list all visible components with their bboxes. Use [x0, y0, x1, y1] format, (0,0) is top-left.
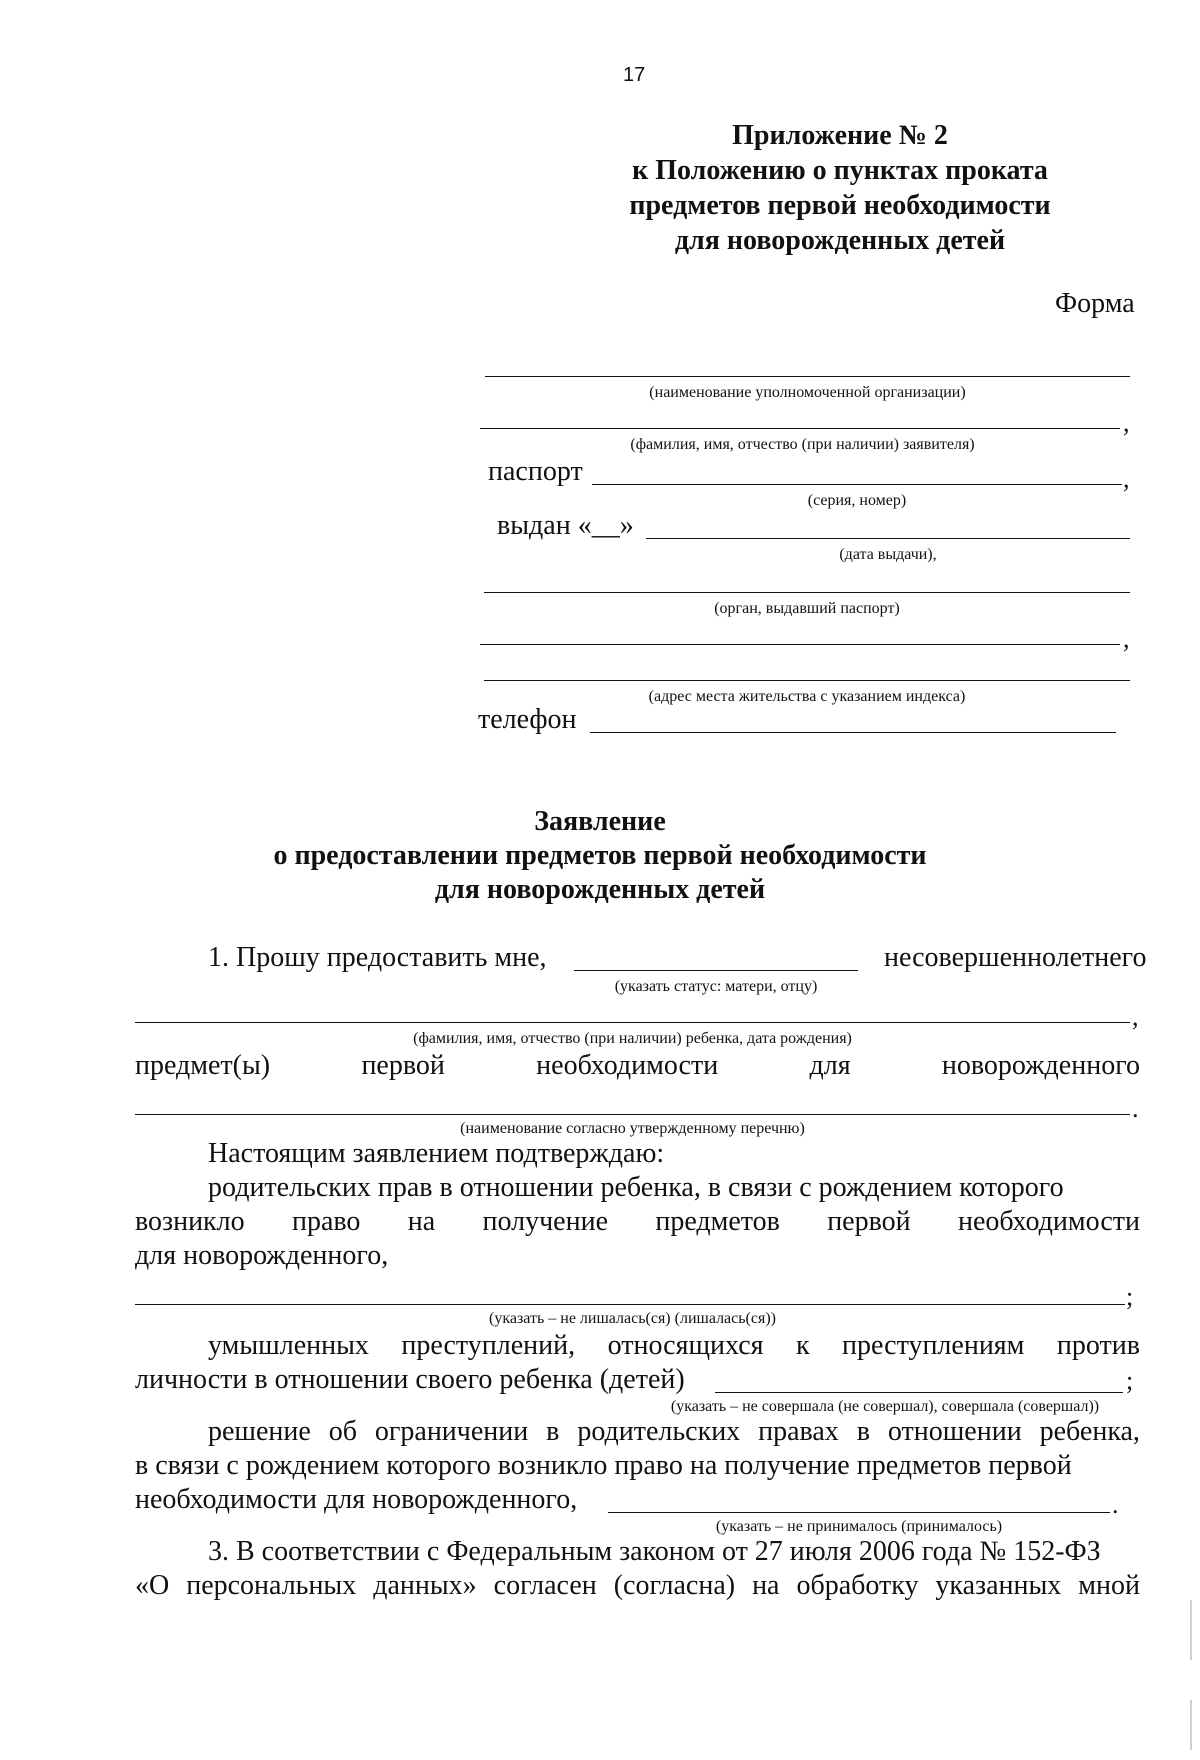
- restrict-line-1: [208, 1416, 1140, 1448]
- word: обработку: [796, 1570, 919, 1601]
- crime-status-caption: (указать – не совершала (не совершал), совершала (совершал)): [670, 1398, 1100, 1415]
- consent-line-1: 3. В соответствии с Федеральным законом от 27 июля 2006 года № 152-ФЗ: [208, 1536, 1101, 1567]
- passport-label: паспорт: [488, 456, 583, 487]
- issued-label: выдан «__»: [497, 510, 634, 541]
- items-field[interactable]: [135, 1114, 1130, 1115]
- word: первой: [827, 1206, 911, 1237]
- request-text-minor: несовершеннолетнего: [884, 942, 1147, 973]
- word: ребенка,: [1039, 1416, 1140, 1447]
- confirm-text: Настоящим заявлением подтверждаю:: [208, 1138, 665, 1169]
- period: .: [1132, 1094, 1139, 1123]
- form-label: Форма: [1055, 288, 1135, 319]
- crime-line-2: личности в отношении своего ребенка (детей): [135, 1364, 685, 1395]
- items-caption: (наименование согласно утвержденному перечню): [460, 1120, 805, 1137]
- word: предмет(ы): [135, 1050, 271, 1081]
- word: первой: [361, 1050, 445, 1081]
- appendix-title: Приложение № 2: [732, 120, 948, 151]
- word: умышленных: [208, 1330, 369, 1361]
- word: новорожденного: [941, 1050, 1140, 1081]
- address-caption: (адрес места жительства с указанием индекса): [648, 688, 966, 705]
- consent-line-2: [135, 1570, 1140, 1602]
- request-text: 1. Прошу предоставить мне,: [208, 942, 547, 973]
- rights-line-1: [208, 1172, 1140, 1204]
- word: преступлений,: [401, 1330, 576, 1361]
- page-number: 17: [623, 64, 646, 86]
- address-field-line-2[interactable]: [484, 680, 1130, 681]
- word: мной: [1078, 1570, 1140, 1601]
- applicant-fio-caption: (фамилия, имя, отчество (при наличии) заявителя): [630, 436, 975, 453]
- word: в: [856, 1416, 870, 1447]
- word: против: [1056, 1330, 1140, 1361]
- word: (согласна): [613, 1570, 736, 1601]
- word: на: [752, 1570, 780, 1601]
- word: решение: [208, 1416, 311, 1447]
- comma: ,: [1132, 1002, 1139, 1031]
- restrict-status-caption: (указать – не принималось (принималось): [715, 1518, 1003, 1535]
- phone-field[interactable]: [590, 732, 1116, 733]
- comma: ,: [1123, 624, 1130, 653]
- issue-date-caption: (дата выдачи),: [839, 546, 937, 563]
- word: отношении: [887, 1416, 1022, 1447]
- word: преступлениям: [842, 1330, 1025, 1361]
- parent-status-field[interactable]: [574, 970, 858, 971]
- word: относящихся: [607, 1330, 764, 1361]
- appendix-subtitle-2: предметов первой необходимости: [629, 190, 1051, 221]
- appendix-subtitle-3: для новорожденных детей: [674, 225, 1006, 256]
- scan-edge-mark: [1190, 1700, 1192, 1750]
- word: об: [328, 1416, 357, 1447]
- rights-status-field[interactable]: [135, 1304, 1125, 1305]
- word: возникло: [135, 1206, 245, 1237]
- child-fio-field[interactable]: [135, 1022, 1130, 1023]
- word: право: [291, 1206, 361, 1237]
- restrict-line-2: в связи с рождением которого возникло право на получение предметов первой: [135, 1450, 1072, 1481]
- word: указанных: [935, 1570, 1062, 1601]
- statement-title: Заявление: [534, 806, 666, 837]
- period: .: [1112, 1490, 1119, 1519]
- word: родительских: [577, 1416, 741, 1447]
- rights-status-caption: (указать – не лишалась(ся) (лишалась(ся)): [489, 1310, 776, 1327]
- word: на: [407, 1206, 436, 1237]
- org-name-caption: (наименование уполномоченной организации): [649, 384, 966, 401]
- word: «О: [135, 1570, 170, 1601]
- semicolon: ;: [1126, 1282, 1134, 1311]
- child-fio-caption: (фамилия, имя, отчество (при наличии) ребенка, дата рождения): [413, 1030, 852, 1047]
- word: предметов: [655, 1206, 780, 1237]
- crime-line-1: [208, 1330, 1140, 1362]
- passport-number-field[interactable]: [592, 484, 1122, 485]
- statement-subtitle-1: о предоставлении предметов первой необходимости: [273, 840, 927, 871]
- word: данных»: [373, 1570, 477, 1601]
- word: для: [809, 1050, 851, 1081]
- scan-edge-mark: [1190, 1600, 1192, 1660]
- word: к: [795, 1330, 810, 1361]
- crime-status-field[interactable]: [715, 1392, 1123, 1393]
- semicolon: ;: [1126, 1366, 1134, 1395]
- org-name-field[interactable]: [485, 376, 1130, 377]
- word: в: [546, 1416, 560, 1447]
- comma: ,: [1123, 408, 1130, 437]
- text: родительских прав в отношении ребенка, в связи с рождением которого: [208, 1172, 1064, 1203]
- word: персональных: [186, 1570, 357, 1601]
- rights-line-2: [135, 1206, 1140, 1238]
- issue-date-field[interactable]: [646, 538, 1130, 539]
- word: правах: [758, 1416, 839, 1447]
- restrict-line-3: необходимости для новорожденного,: [135, 1484, 578, 1515]
- word: необходимости: [536, 1050, 719, 1081]
- phone-label: телефон: [478, 704, 577, 735]
- address-field-line-1[interactable]: [480, 644, 1120, 645]
- issuer-caption: (орган, выдавший паспорт): [714, 600, 900, 617]
- word: ограничении: [374, 1416, 529, 1447]
- word: получение: [482, 1206, 608, 1237]
- restrict-status-field[interactable]: [608, 1512, 1110, 1513]
- issuer-field[interactable]: [484, 592, 1130, 593]
- word: согласен: [493, 1570, 597, 1601]
- appendix-subtitle-1: к Положению о пунктах проката: [632, 155, 1048, 186]
- statement-subtitle-2: для новорожденных детей: [434, 874, 766, 905]
- rights-line-3: для новорожденного,: [135, 1240, 389, 1271]
- word: необходимости: [957, 1206, 1140, 1237]
- applicant-fio-field[interactable]: [480, 428, 1120, 429]
- items-line: [135, 1050, 1140, 1082]
- passport-number-caption: (серия, номер): [807, 492, 907, 509]
- comma: ,: [1123, 464, 1130, 493]
- parent-status-caption: (указать статус: матери, отцу): [614, 978, 818, 995]
